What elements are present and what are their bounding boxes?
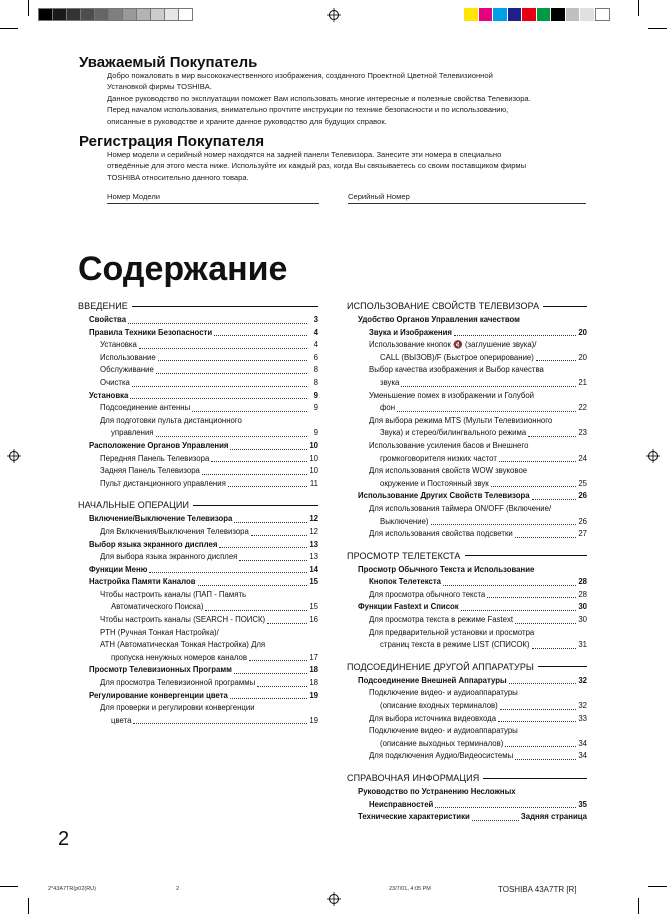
- welcome-line: Данное руководство по эксплуатации поможет Вам использовать многие интересные и полезные свойства Телевизора.: [107, 93, 531, 103]
- color-swatch: [551, 8, 566, 21]
- toc-entry-line[interactable]: Для использования свойств WOW звуковое: [369, 466, 528, 476]
- color-swatch: [493, 8, 508, 21]
- toc-entry[interactable]: (описание выходных терминалов) 34: [380, 738, 587, 748]
- color-swatch: [537, 8, 552, 21]
- toc-entry[interactable]: страниц текста в режиме LIST (СПИСОК) 31: [380, 640, 587, 650]
- gray-swatch: [178, 8, 193, 21]
- toc-entry-line[interactable]: ATH (Автоматическая Тонкая Настройка) Для: [100, 640, 266, 650]
- gray-swatch: [164, 8, 178, 21]
- toc-entry[interactable]: CALL (ВЫЗОВ)/F (Быстрое оперирование) 20: [380, 352, 587, 362]
- toc-entry[interactable]: Включение/Выключение Телевизора 12: [89, 514, 318, 524]
- registration-mark-icon: [646, 449, 660, 463]
- contents-title: Содержание: [78, 250, 288, 288]
- welcome-title: Уважаемый Покупатель: [79, 54, 258, 71]
- toc-entry[interactable]: Для выбора языка экранного дисплея 13: [100, 552, 318, 562]
- welcome-text: [107, 70, 607, 127]
- registration-mark-icon: [7, 449, 21, 463]
- gray-swatch: [136, 8, 150, 21]
- toc-entry[interactable]: Выбор языка экранного дисплея 13: [89, 539, 318, 549]
- toc-entry-line[interactable]: Для подготовки пульта дистанционного: [100, 415, 242, 425]
- toc-entry[interactable]: Автоматического Поиска) 15: [111, 602, 318, 612]
- welcome-line: описанные в руководстве и храните данное руководство для будущих справок.: [107, 116, 387, 126]
- registration-line: отведённые для этого места ниже. Используйте их каждый раз, когда Вы связываетесь со своим поставщиком фирмы: [107, 161, 527, 171]
- trim-mark: [28, 0, 29, 16]
- model-number-line: [107, 203, 319, 204]
- toc-entry[interactable]: Для просмотра текста в режиме Fastext 30: [369, 615, 587, 625]
- footer-page: 2: [176, 886, 180, 892]
- toc-entry[interactable]: Свойства 3: [89, 315, 318, 324]
- toc-entry[interactable]: Функции Fastext и Список 30: [358, 602, 587, 612]
- toc-entry[interactable]: пропуска ненужных номеров каналов 17: [111, 652, 318, 662]
- registration-title: Регистрация Покупателя: [79, 133, 265, 150]
- trim-mark: [648, 28, 667, 29]
- toc-entry[interactable]: Очистка 8: [100, 377, 318, 387]
- toc-section-heading: НАЧАЛЬНЫЕ ОПЕРАЦИИ: [78, 499, 318, 511]
- toc-entry[interactable]: Настройка Памяти Каналов 15: [89, 577, 318, 587]
- toc-entry[interactable]: Подсоединение антенны 9: [100, 403, 318, 413]
- toc-section-heading: ИСПОЛЬЗОВАНИЕ СВОЙСТВ ТЕЛЕВИЗОРА: [347, 300, 587, 312]
- toc-section-heading: ПРОСМОТР ТЕЛЕТЕКСТА: [347, 550, 587, 562]
- toc-section-heading: СПРАВОЧНАЯ ИНФОРМАЦИЯ: [347, 772, 587, 784]
- toc-entry-line[interactable]: Удобство Органов Управления качеством: [358, 315, 520, 324]
- toc-entry[interactable]: цвета 19: [111, 715, 318, 725]
- toc-entry-line[interactable]: Уменьшение помех в изображении и Голубой: [369, 390, 535, 400]
- toc-entry-line[interactable]: Использование кнопок 🔇 (заглушение звука)/: [369, 340, 537, 350]
- gray-swatch: [150, 8, 164, 21]
- toc-entry[interactable]: Пульт дистанционного управления 11: [100, 478, 318, 488]
- toc-entry[interactable]: Установка 4: [100, 340, 318, 350]
- toc-entry[interactable]: (описание входных терминалов) 32: [380, 701, 587, 711]
- toc-entry-line[interactable]: Для предварительной установки и просмотра: [369, 627, 535, 637]
- footer-brand: TOSHIBA 43A7TR [R]: [498, 885, 577, 894]
- toc-entry[interactable]: Установка 9: [89, 390, 318, 400]
- color-swatch: [522, 8, 537, 21]
- toc-entry[interactable]: окружение и Постоянный звук 25: [380, 478, 587, 488]
- registration-line: TOSHIBA относительно данного товара.: [107, 172, 249, 182]
- toc-entry[interactable]: Обслуживание 8: [100, 365, 318, 375]
- welcome-line: Перед началом использования, внимательно прочтите инструкции по технике безопасности и по использованию,: [107, 105, 509, 115]
- toc-entry[interactable]: громкоговорителя низких частот 24: [380, 453, 587, 463]
- toc-entry[interactable]: Использование Других Свойств Телевизора 26: [358, 491, 587, 501]
- toc-entry-line[interactable]: Чтобы настроить каналы (ПАП - Память: [100, 589, 247, 599]
- toc-entry-line[interactable]: Выбор качества изображения и Выбор качества: [369, 365, 544, 375]
- toc-entry[interactable]: Расположение Органов Управления 10: [89, 440, 318, 450]
- toc-entry[interactable]: Просмотр Телевизионных Программ 18: [89, 665, 318, 675]
- toc-entry[interactable]: Использование 6: [100, 352, 318, 362]
- serial-number-label: Серийный Номер: [348, 192, 410, 201]
- grayscale-bar: [38, 8, 193, 21]
- trim-mark: [28, 898, 29, 914]
- gray-swatch: [66, 8, 80, 21]
- toc-entry[interactable]: Для просмотра Телевизионной программы 18: [100, 678, 318, 688]
- gray-swatch: [38, 8, 52, 21]
- registration-mark-icon: [327, 8, 341, 22]
- registration-mark-icon: [327, 892, 341, 906]
- toc-entry[interactable]: Задняя Панель Телевизора 10: [100, 466, 318, 476]
- toc-entry[interactable]: Кнопок Телетекста 28: [369, 577, 587, 587]
- toc-entry-line[interactable]: Руководство по Устранению Несложных: [358, 787, 516, 796]
- toc-section-heading: ПОДСОЕДИНЕНИЕ ДРУГОЙ АППАРАТУРЫ: [347, 661, 587, 673]
- toc-entry-line[interactable]: Подключение видео- и аудиоаппаратуры: [369, 726, 518, 736]
- registration-text: [107, 149, 607, 183]
- color-swatch: [595, 8, 611, 21]
- registration-line: Номер модели и серийный номер находятся на задней панели Телевизора. Занесите эти номера в специально: [107, 150, 502, 159]
- trim-mark: [0, 886, 18, 887]
- trim-mark: [638, 898, 639, 914]
- color-swatch: [566, 8, 581, 21]
- trim-mark: [638, 0, 639, 16]
- toc-entry[interactable]: Чтобы настроить каналы (SEARCH - ПОИСК) 16: [100, 615, 318, 625]
- toc-entry-line[interactable]: Для выбора режима MTS (Мульти Телевизионного: [369, 415, 553, 425]
- toc-entry[interactable]: Для подключения Аудио/Видеосистемы 34: [369, 751, 587, 761]
- toc-entry-line[interactable]: Просмотр Обычного Текста и Использование: [358, 564, 535, 574]
- toc-entry[interactable]: Технические характеристики Задняя страница: [358, 812, 587, 822]
- footer-date: 23/7/01, 4:05 PM: [389, 886, 431, 892]
- toc-entry[interactable]: Для просмотра обычного текста 28: [369, 589, 587, 599]
- toc-left-column: [78, 300, 318, 727]
- toc-entry[interactable]: Для выбора источника видеовхода 33: [369, 713, 587, 723]
- toc-entry[interactable]: Звука) и стерео/билингвального режима 23: [380, 428, 587, 438]
- toc-section-heading: ВВЕДЕНИЕ: [78, 300, 318, 312]
- toc-entry[interactable]: Неисправностей 35: [369, 799, 587, 809]
- toc-entry[interactable]: Правила Техники Безопасности 4: [89, 327, 318, 337]
- color-swatch: [580, 8, 595, 21]
- trim-mark: [0, 28, 18, 29]
- color-swatch: [464, 8, 479, 21]
- gray-swatch: [94, 8, 108, 21]
- gray-swatch: [52, 8, 66, 21]
- color-bar: [464, 8, 610, 21]
- footer-file: 2*43A7TR(p02(RU): [48, 886, 96, 892]
- toc-entry[interactable]: фон 22: [380, 403, 587, 413]
- toc-entry-line[interactable]: Для проверки и регулировки конвергенции: [100, 703, 255, 713]
- toc-entry[interactable]: управления 9: [111, 428, 318, 438]
- toc-entry[interactable]: Для Включения/Выключения Телевизора 12: [100, 526, 318, 536]
- gray-swatch: [80, 8, 94, 21]
- toc-entry[interactable]: Подсоединение Внешней Аппаратуры 32: [358, 675, 587, 685]
- toc-right-column: [347, 300, 587, 824]
- color-swatch: [508, 8, 523, 21]
- toc-entry[interactable]: Регулирование конвергенции цвета 19: [89, 690, 318, 700]
- toc-entry[interactable]: Функции Меню 14: [89, 564, 318, 574]
- toc-entry-line[interactable]: Использование усиления басов и Внешнего: [369, 440, 529, 450]
- page-number: 2: [58, 828, 70, 850]
- serial-number-line: [348, 203, 586, 204]
- toc-entry[interactable]: Передняя Панель Телевизора 10: [100, 453, 318, 463]
- welcome-line: Установкой фирмы TOSHIBA.: [107, 82, 212, 92]
- gray-swatch: [122, 8, 136, 21]
- gray-swatch: [108, 8, 122, 21]
- model-number-label: Номер Модели: [107, 192, 161, 201]
- toc-entry[interactable]: Выключение) 26: [380, 516, 587, 526]
- toc-entry[interactable]: звука 21: [380, 377, 587, 387]
- welcome-line: Добро пожаловать в мир высококачественного изображения, созданного Проектной Цветной Телевизионной: [107, 71, 493, 80]
- toc-entry[interactable]: Для использования свойства подсветки 27: [369, 529, 587, 539]
- toc-entry-line[interactable]: Для использования таймера ON/OFF (Включение/: [369, 503, 552, 513]
- toc-entry-line[interactable]: PTH (Ручная Тонкая Настройка)/: [100, 627, 219, 637]
- color-swatch: [479, 8, 494, 21]
- toc-entry-line[interactable]: Подключение видео- и аудиоаппаратуры: [369, 688, 518, 698]
- trim-mark: [648, 886, 667, 887]
- toc-entry[interactable]: Звука и Изображения 20: [369, 327, 587, 337]
